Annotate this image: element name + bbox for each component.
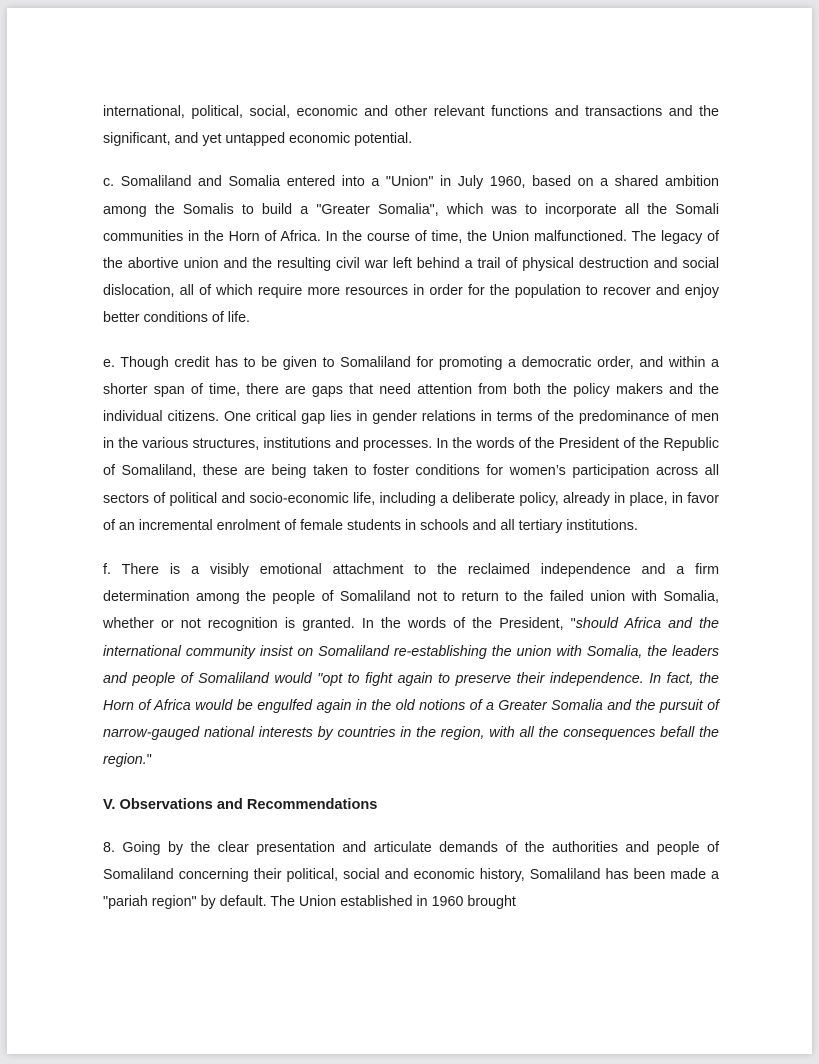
paragraph-8: 8. Going by the clear presentation and articulate demands of the authorities and people of Somaliland concerning their political, social and economic history, Somaliland has been made a "pariah region" by default. The Union established in 1960 brought xyxy=(103,839,719,911)
paragraph-c: c. Somaliland and Somalia entered into a "Union" in July 1960, based on a shared ambition among the Somalis to build a "Greater Somalia", which was to incorporate all the Somali communities in the Horn of Africa. In the course of time, the Union malfunctioned. The legacy of the abortive union and the resulting civil war left behind a trail of physical destruction and social dislocation, all of which require more resources in order for the population to recover and enjoy better conditions of life. xyxy=(103,174,719,327)
president-quote: should Africa and the international community insist on Somaliland re-establishing the union with Somalia, the leaders and people of Somaliland would "opt to fight again to preserve their independence. In fact, the Horn of Africa would be engulfed again in the old notions of a Greater Somalia and the pursuit of narrow-gauged national interests by countries in the region, with all the consequences befall the region. xyxy=(103,616,719,769)
paragraph-continuation: international, political, social, economic and other relevant functions and transactions and the significant, and yet untapped economic potential. xyxy=(103,104,719,148)
page-body xyxy=(103,99,719,933)
document-page xyxy=(7,8,812,1054)
paragraph-f-text: f. There is a visibly emotional attachment to the reclaimed independence and a firm determination among the people of Somaliland not to return to the failed union with Somalia, whether or not recognition is granted. In the words of the President, " xyxy=(103,562,719,633)
quote-close: " xyxy=(146,752,152,769)
section-heading: V. Observations and Recommendations xyxy=(103,796,378,813)
paragraph-f xyxy=(103,557,719,775)
paragraph-e: e. Though credit has to be given to Somaliland for promoting a democratic order, and within a shorter span of time, there are gaps that need attention from both the policy makers and the individual citizens. One critical gap lies in gender relations in terms of the predominance of men in the various structures, institutions and processes. In the words of the President of the Republic of Somaliland, these are being taken to foster conditions for women’s participation across all sectors of political and socio-economic life, including a deliberate policy, already in place, in favor of an incremental enrolment of female students in schools and all tertiary institutions. xyxy=(103,354,719,534)
